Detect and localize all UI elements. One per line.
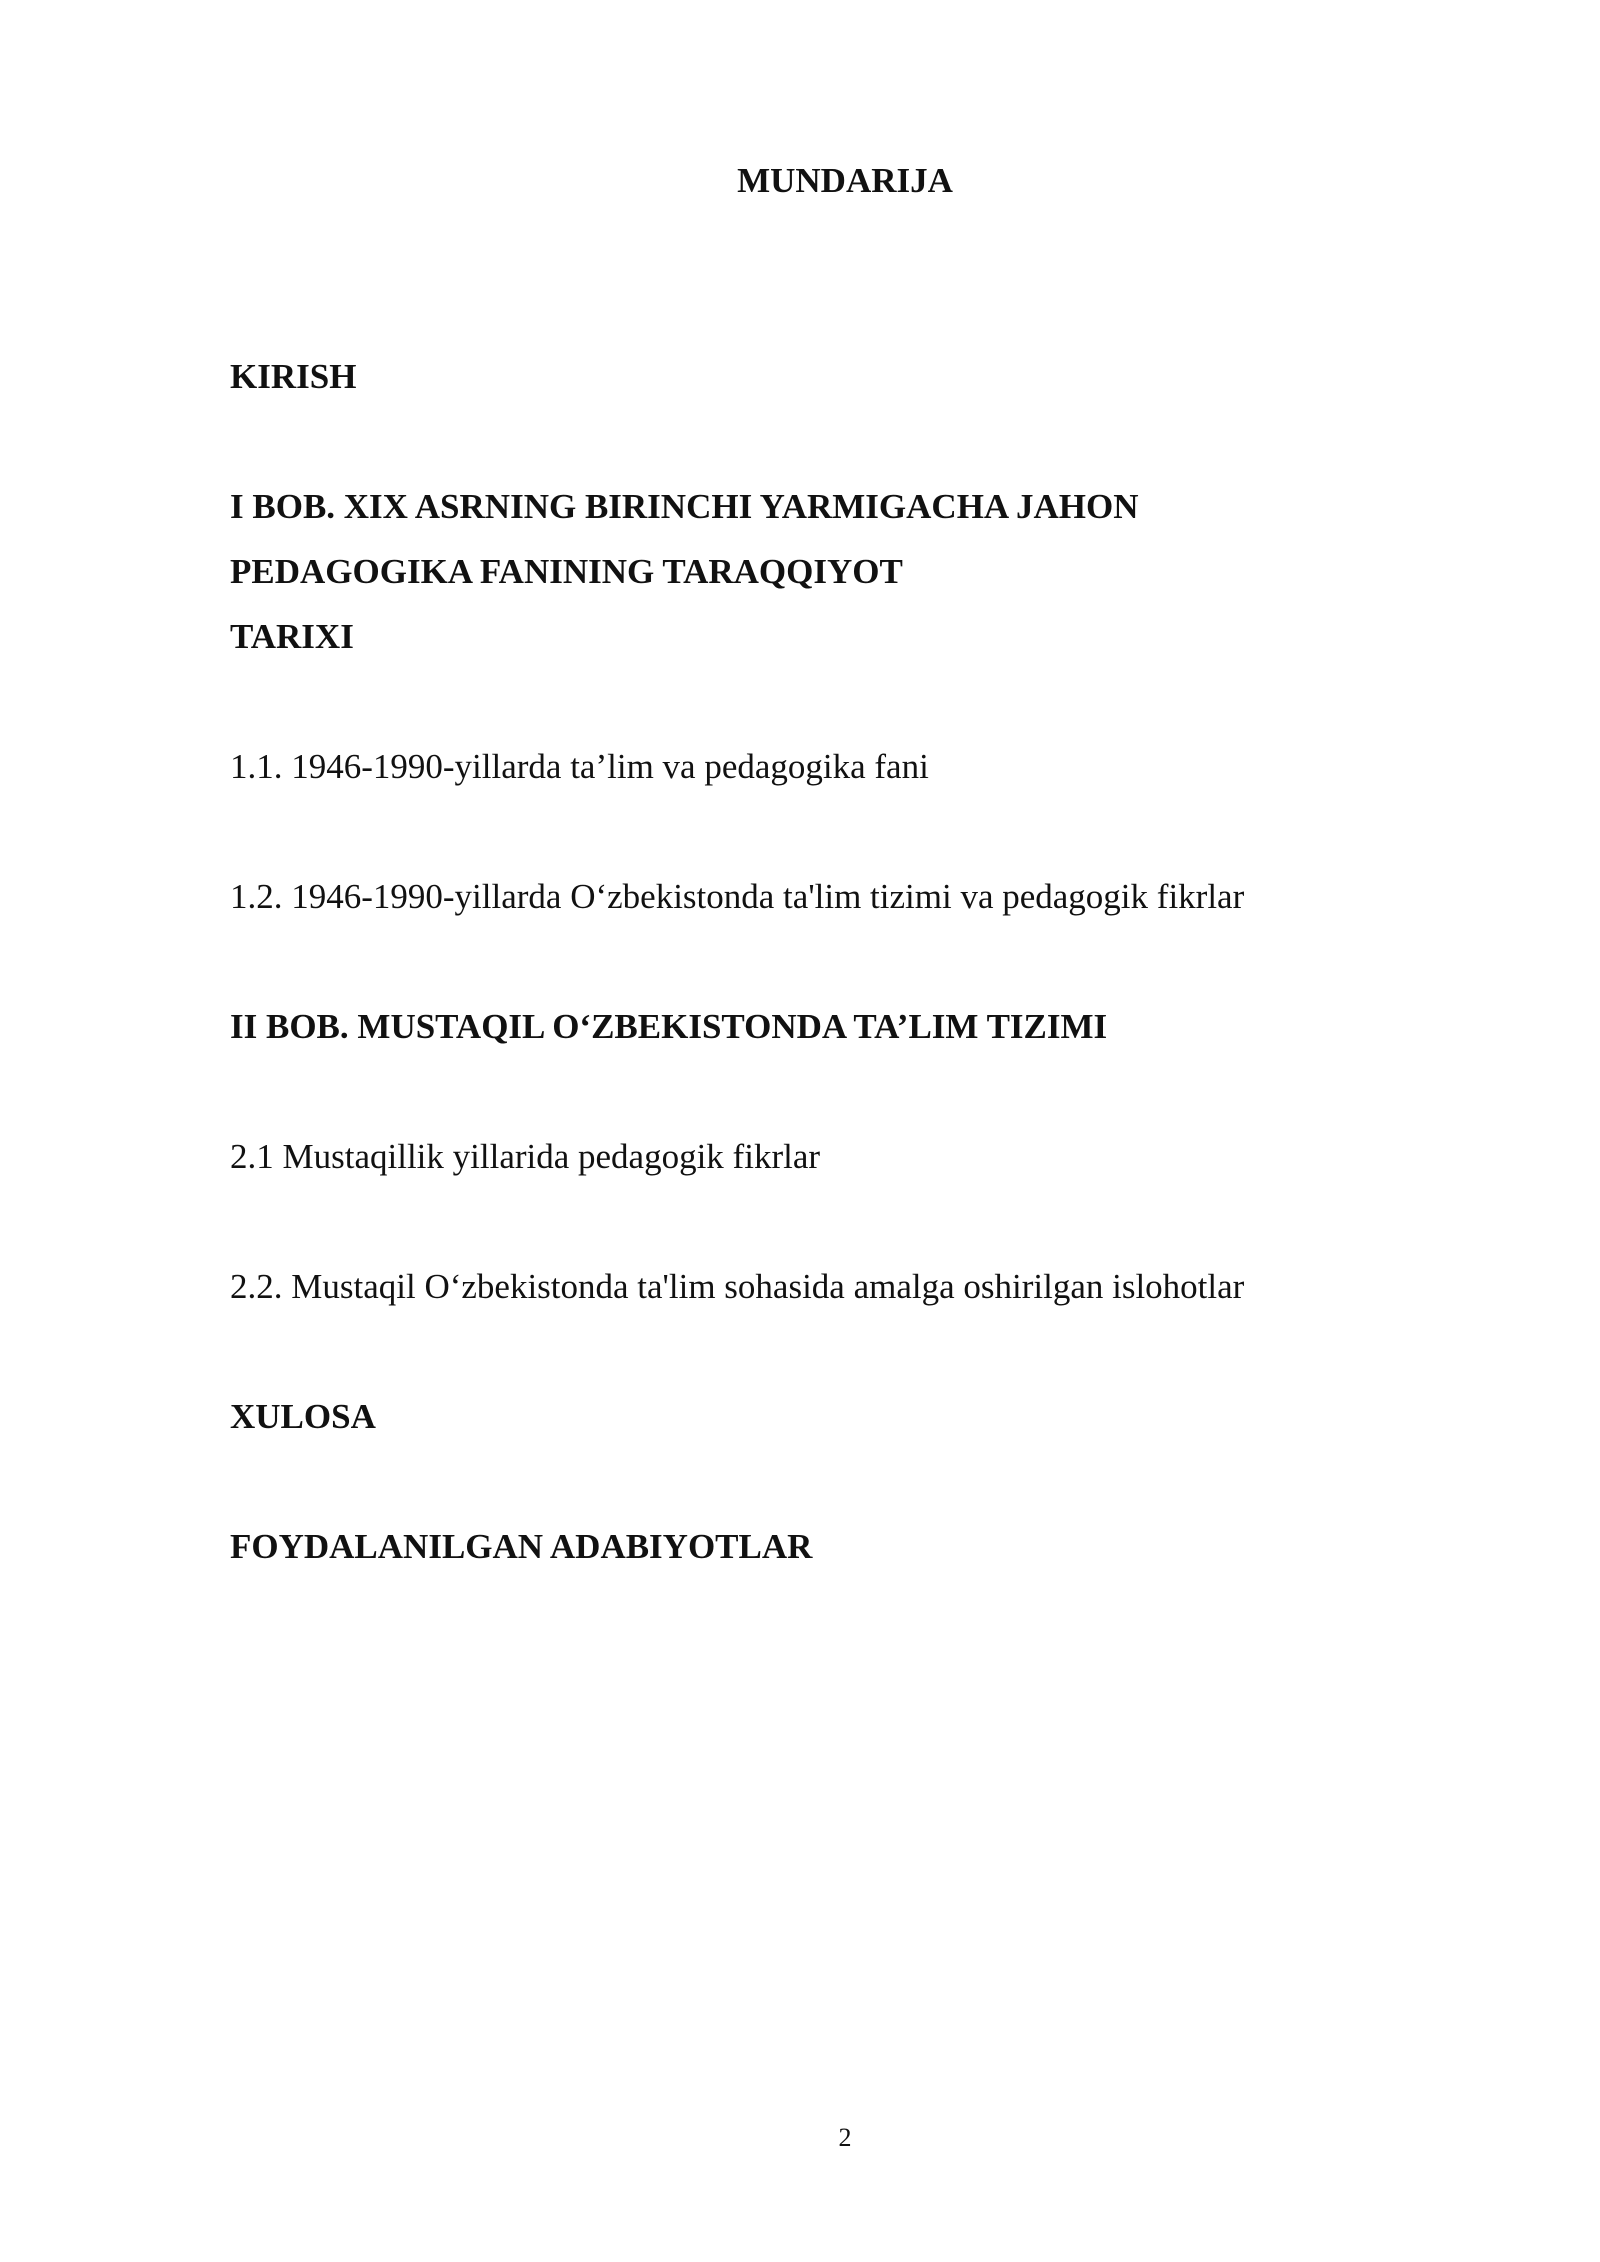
page-number: 2	[838, 2123, 852, 2152]
toc-entry-references	[230, 1514, 812, 1579]
toc-entry-line: XULOSA	[230, 1397, 376, 1436]
toc-entry-kirish	[230, 344, 356, 409]
toc-entry-line: FOYDALANILGAN ADABIYOTLAR	[230, 1527, 813, 1566]
toc-entry-line: 1.2. 1946-1990-yillarda O‘zbekistonda ta'lim tizimi va pedagogik fikrlar	[230, 877, 1245, 916]
toc-entry-line: KIRISH	[230, 357, 357, 396]
toc-entry-line: I BOB. XIX ASRNING BIRINCHI YARMIGACHA JAHON	[230, 487, 1139, 526]
toc-entry-section-1-2	[230, 864, 1244, 929]
toc-entry-line: PEDAGOGIKA FANINING TARAQQIYOT	[230, 552, 903, 591]
toc-entry-chapter-1	[230, 474, 1139, 669]
toc-entry-line: 2.2. Mustaqil O‘zbekistonda ta'lim sohasida amalga oshirilgan islohotlar	[230, 1267, 1245, 1306]
toc-entry-line: II BOB. MUSTAQIL O‘ZBEKISTONDA TA’LIM TIZIMI	[230, 1007, 1108, 1046]
toc-entry-line: 2.1 Mustaqillik yillarida pedagogik fikrlar	[230, 1137, 821, 1176]
toc-entry-line: 1.1. 1946-1990-yillarda ta’lim va pedagogika fani	[230, 747, 929, 786]
toc-entry-xulosa	[230, 1384, 376, 1449]
toc-entry-section-1-1	[230, 734, 929, 799]
page-title: MUNDARIJA	[737, 161, 953, 200]
toc-entry-section-2-2	[230, 1254, 1244, 1319]
toc-entry-line: TARIXI	[230, 617, 354, 656]
toc-entry-section-2-1	[230, 1124, 820, 1189]
toc-entry-chapter-2	[230, 994, 1107, 1059]
